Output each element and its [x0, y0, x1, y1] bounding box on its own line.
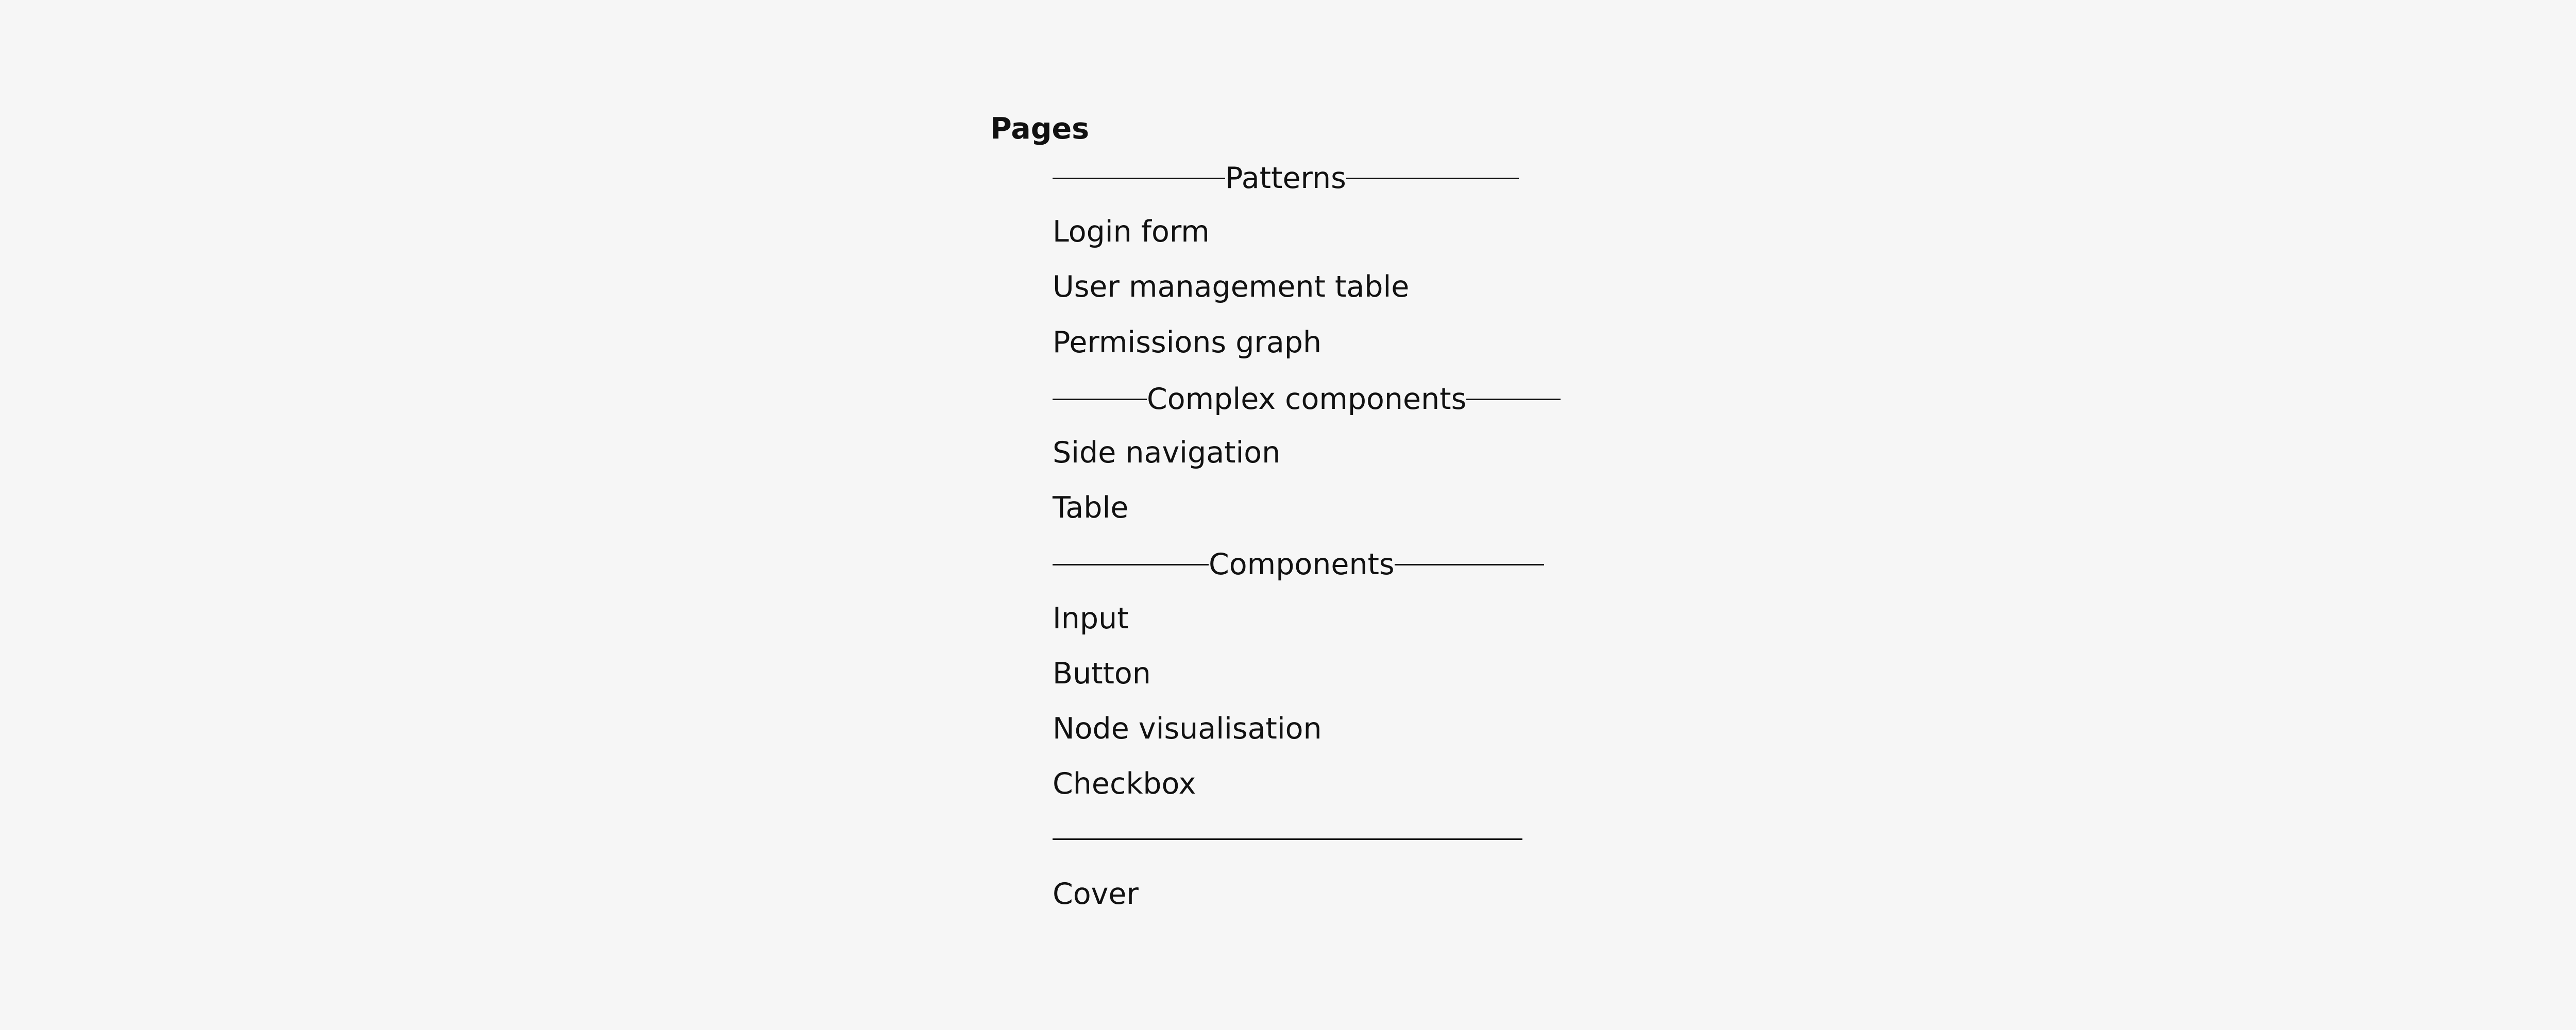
- separator-line-left: [1053, 178, 1225, 179]
- pages-panel: [990, 108, 1608, 922]
- separator-label: Complex components: [1147, 382, 1467, 416]
- page-item-permissions-graph[interactable]: [1053, 315, 1608, 370]
- page-item-login-form[interactable]: [1053, 204, 1608, 260]
- page-item-label: Node visualisation: [1053, 711, 1322, 746]
- page-item-input[interactable]: [1053, 591, 1608, 646]
- page-item-table[interactable]: [1053, 480, 1608, 536]
- page-item-label: Input: [1053, 601, 1129, 636]
- section-separator-blank[interactable]: [1053, 812, 1608, 867]
- page-item-label: Checkbox: [1053, 767, 1196, 801]
- page-item-user-management-table[interactable]: [1053, 260, 1608, 315]
- page-item-label: Cover: [1053, 877, 1139, 912]
- separator-label: Components: [1209, 547, 1395, 582]
- separator-line-right: [1346, 178, 1519, 179]
- page-item-button[interactable]: [1053, 646, 1608, 701]
- section-separator-patterns[interactable]: [1053, 149, 1608, 204]
- page-item-label: Button: [1053, 656, 1151, 691]
- separator-line-right: [1395, 564, 1544, 565]
- page-list: [990, 149, 1608, 922]
- section-separator-components[interactable]: [1053, 536, 1608, 591]
- page-item-label: Side navigation: [1053, 435, 1281, 470]
- separator-line: [1053, 838, 1522, 840]
- section-separator-complex-components[interactable]: [1053, 370, 1608, 425]
- page-item-side-navigation[interactable]: [1053, 425, 1608, 480]
- page-item-cover[interactable]: [1053, 867, 1608, 922]
- separator-line-left: [1053, 564, 1209, 565]
- page-item-label: Permissions graph: [1053, 325, 1322, 359]
- page-item-checkbox[interactable]: [1053, 757, 1608, 812]
- pages-panel-title: Pages: [990, 112, 1090, 146]
- page-item-node-visualisation[interactable]: [1053, 701, 1608, 757]
- page-item-label: Table: [1053, 491, 1129, 525]
- separator-label: Patterns: [1225, 161, 1346, 195]
- separator-line-right: [1466, 399, 1561, 400]
- page-item-label: Login form: [1053, 215, 1210, 249]
- separator-line-left: [1053, 399, 1147, 400]
- page-item-label: User management table: [1053, 270, 1410, 304]
